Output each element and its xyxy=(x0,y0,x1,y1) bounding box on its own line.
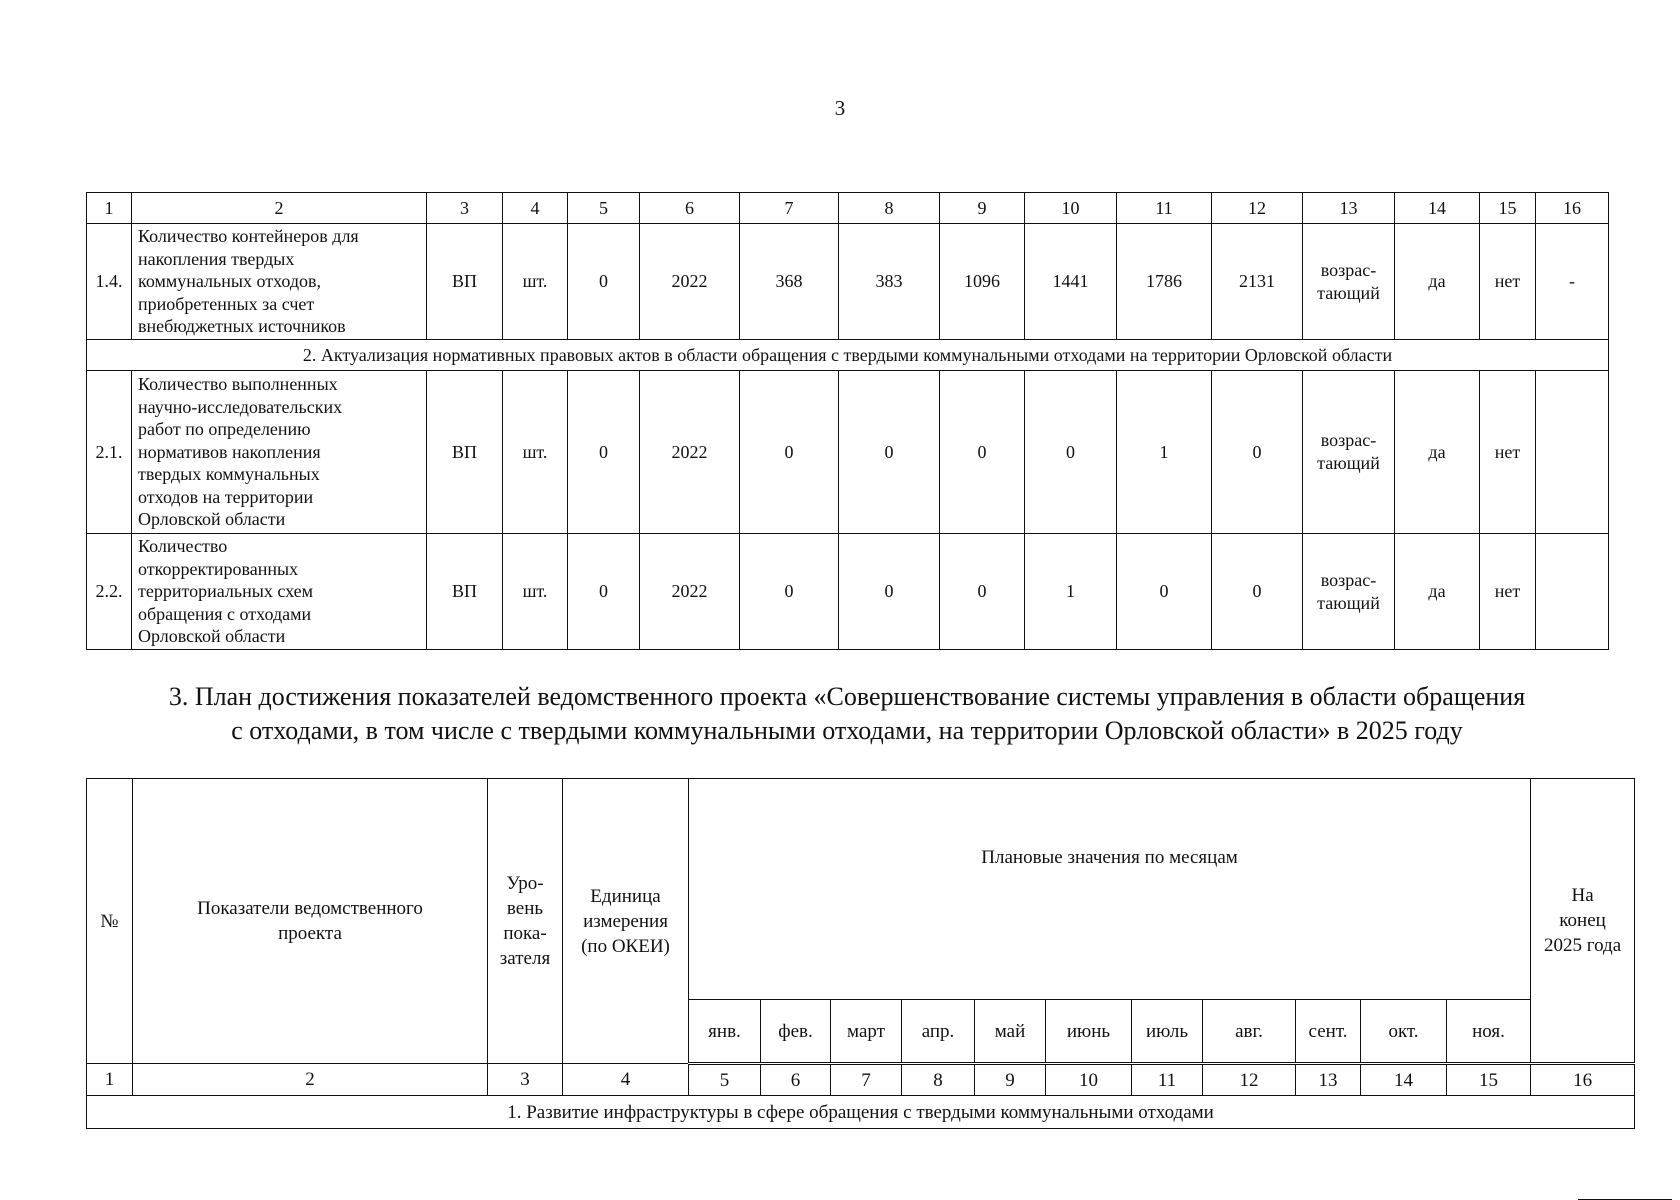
indicator-name: Количество выполненных научно-исследовательских работ по определению нормативов накопления твердых коммунальных отходов на территории Орловской области xyxy=(132,371,427,534)
header-row xyxy=(87,779,1635,1000)
section-row xyxy=(87,1096,1635,1129)
section-row xyxy=(87,340,1609,371)
value-cell: 0 xyxy=(1117,534,1212,650)
header-monthly-plan: Плановые значения по месяцам xyxy=(689,779,1531,1000)
section-heading: 2. Актуализация нормативных правовых актов в области обращения с твердыми коммунальными отходами на территории Орловской области xyxy=(87,340,1609,371)
month-nov: ноя. xyxy=(1447,1000,1531,1064)
table-row xyxy=(87,224,1609,340)
col-number: 7 xyxy=(831,1064,902,1096)
col-number: 15 xyxy=(1447,1064,1531,1096)
column-numbers-row xyxy=(87,193,1609,224)
col-number: 14 xyxy=(1395,193,1480,224)
base-year: 2022 xyxy=(640,224,740,340)
base-value: 0 xyxy=(568,371,640,534)
row-number: 2.1. xyxy=(87,371,132,534)
col-number: 5 xyxy=(568,193,640,224)
col-number: 11 xyxy=(1132,1064,1203,1096)
col-number: 3 xyxy=(427,193,503,224)
col-number: 8 xyxy=(902,1064,975,1096)
col-number: 1 xyxy=(87,1064,133,1096)
base-year: 2022 xyxy=(640,371,740,534)
month-mar: март xyxy=(831,1000,902,1064)
header-unit: Единица измерения (по ОКЕИ) xyxy=(563,779,689,1064)
header-number: № xyxy=(87,779,133,1064)
col-number: 2 xyxy=(133,1064,488,1096)
col-number: 10 xyxy=(1025,193,1117,224)
col-number: 13 xyxy=(1303,193,1395,224)
col-number: 1 xyxy=(87,193,132,224)
col-number: 6 xyxy=(761,1064,831,1096)
indicator-level: ВП xyxy=(427,534,503,650)
header-year-end: На конец 2025 года xyxy=(1531,779,1635,1064)
value-cell: 0 xyxy=(1212,534,1303,650)
value-cell: 0 xyxy=(839,534,940,650)
value-cell: 0 xyxy=(740,371,839,534)
col-number: 10 xyxy=(1046,1064,1132,1096)
month-feb: фев. xyxy=(761,1000,831,1064)
value-cell: 2131 xyxy=(1212,224,1303,340)
section-heading: 1. Развитие инфраструктуры в сфере обращения с твердыми коммунальными отходами xyxy=(87,1096,1635,1129)
indicator-name: Количество откорректированных территориальных схем обращения с отходами Орловской области xyxy=(132,534,427,650)
col-number: 7 xyxy=(740,193,839,224)
value-cell: 1 xyxy=(1025,534,1117,650)
value-cell: 1 xyxy=(1117,371,1212,534)
month-jun: июнь xyxy=(1046,1000,1132,1064)
trend-cell: возрас- тающий xyxy=(1303,224,1395,340)
trend-cell: возрас- тающий xyxy=(1303,371,1395,534)
trend-cell: возрас- тающий xyxy=(1303,534,1395,650)
value-cell: 0 xyxy=(940,371,1025,534)
col-number: 12 xyxy=(1212,193,1303,224)
col-number: 16 xyxy=(1536,193,1609,224)
value-cell: 1096 xyxy=(940,224,1025,340)
month-may: май xyxy=(975,1000,1046,1064)
col-number: 2 xyxy=(132,193,427,224)
value-cell: 1441 xyxy=(1025,224,1117,340)
indicators-table xyxy=(86,192,1609,650)
col-number: 14 xyxy=(1361,1064,1447,1096)
value-cell: 0 xyxy=(839,371,940,534)
indicator-name: Количество контейнеров для накопления твердых коммунальных отходов, приобретенных за счет внебюджетных источников xyxy=(132,224,427,340)
col-number: 4 xyxy=(563,1064,689,1096)
flag-cell: да xyxy=(1395,224,1480,340)
month-apr: апр. xyxy=(902,1000,975,1064)
col-number: 9 xyxy=(975,1064,1046,1096)
flag-cell: нет xyxy=(1480,224,1536,340)
col-number: 4 xyxy=(503,193,568,224)
table-row xyxy=(87,371,1609,534)
column-numbers-row xyxy=(87,1064,1635,1096)
value-cell: 368 xyxy=(740,224,839,340)
col-number: 16 xyxy=(1531,1064,1635,1096)
value-cell: 0 xyxy=(940,534,1025,650)
value-cell: 0 xyxy=(740,534,839,650)
indicator-level: ВП xyxy=(427,224,503,340)
row-number: 1.4. xyxy=(87,224,132,340)
flag-cell: нет xyxy=(1480,534,1536,650)
col-number: 15 xyxy=(1480,193,1536,224)
col-number: 3 xyxy=(488,1064,563,1096)
col-number: 12 xyxy=(1203,1064,1296,1096)
month-jul: июль xyxy=(1132,1000,1203,1064)
flag-cell: да xyxy=(1395,534,1480,650)
col-number: 11 xyxy=(1117,193,1212,224)
col-number: 6 xyxy=(640,193,740,224)
header-indicator: Показатели ведомственного проекта xyxy=(133,779,488,1064)
col-number: 5 xyxy=(689,1064,761,1096)
note-cell xyxy=(1536,534,1609,650)
base-year: 2022 xyxy=(640,534,740,650)
row-number: 2.2. xyxy=(87,534,132,650)
month-sep: сент. xyxy=(1296,1000,1361,1064)
month-aug: авг. xyxy=(1203,1000,1296,1064)
value-cell: 0 xyxy=(1212,371,1303,534)
page-number: 3 xyxy=(834,96,846,120)
note-cell xyxy=(1536,371,1609,534)
flag-cell: да xyxy=(1395,371,1480,534)
base-value: 0 xyxy=(568,534,640,650)
indicator-unit: шт. xyxy=(503,371,568,534)
col-number: 8 xyxy=(839,193,940,224)
col-number: 9 xyxy=(940,193,1025,224)
indicator-level: ВП xyxy=(427,371,503,534)
section-title: 3. План достижения показателей ведомственного проекта «Совершенствование системы управления в области обращения с отходами, в том числе с твердыми коммунальными отходами, на территории Орловской области» в 2025 году xyxy=(168,682,1526,745)
indicator-unit: шт. xyxy=(503,534,568,650)
month-jan: янв. xyxy=(689,1000,761,1064)
col-number: 13 xyxy=(1296,1064,1361,1096)
month-oct: окт. xyxy=(1361,1000,1447,1064)
value-cell: 0 xyxy=(1025,371,1117,534)
header-level: Уро- вень пока- зателя xyxy=(488,779,563,1064)
value-cell: 383 xyxy=(839,224,940,340)
value-cell: 1786 xyxy=(1117,224,1212,340)
flag-cell: нет xyxy=(1480,371,1536,534)
monthly-plan-table xyxy=(86,778,1635,1129)
base-value: 0 xyxy=(568,224,640,340)
table-row xyxy=(87,534,1609,650)
note-cell: - xyxy=(1536,224,1609,340)
indicator-unit: шт. xyxy=(503,224,568,340)
